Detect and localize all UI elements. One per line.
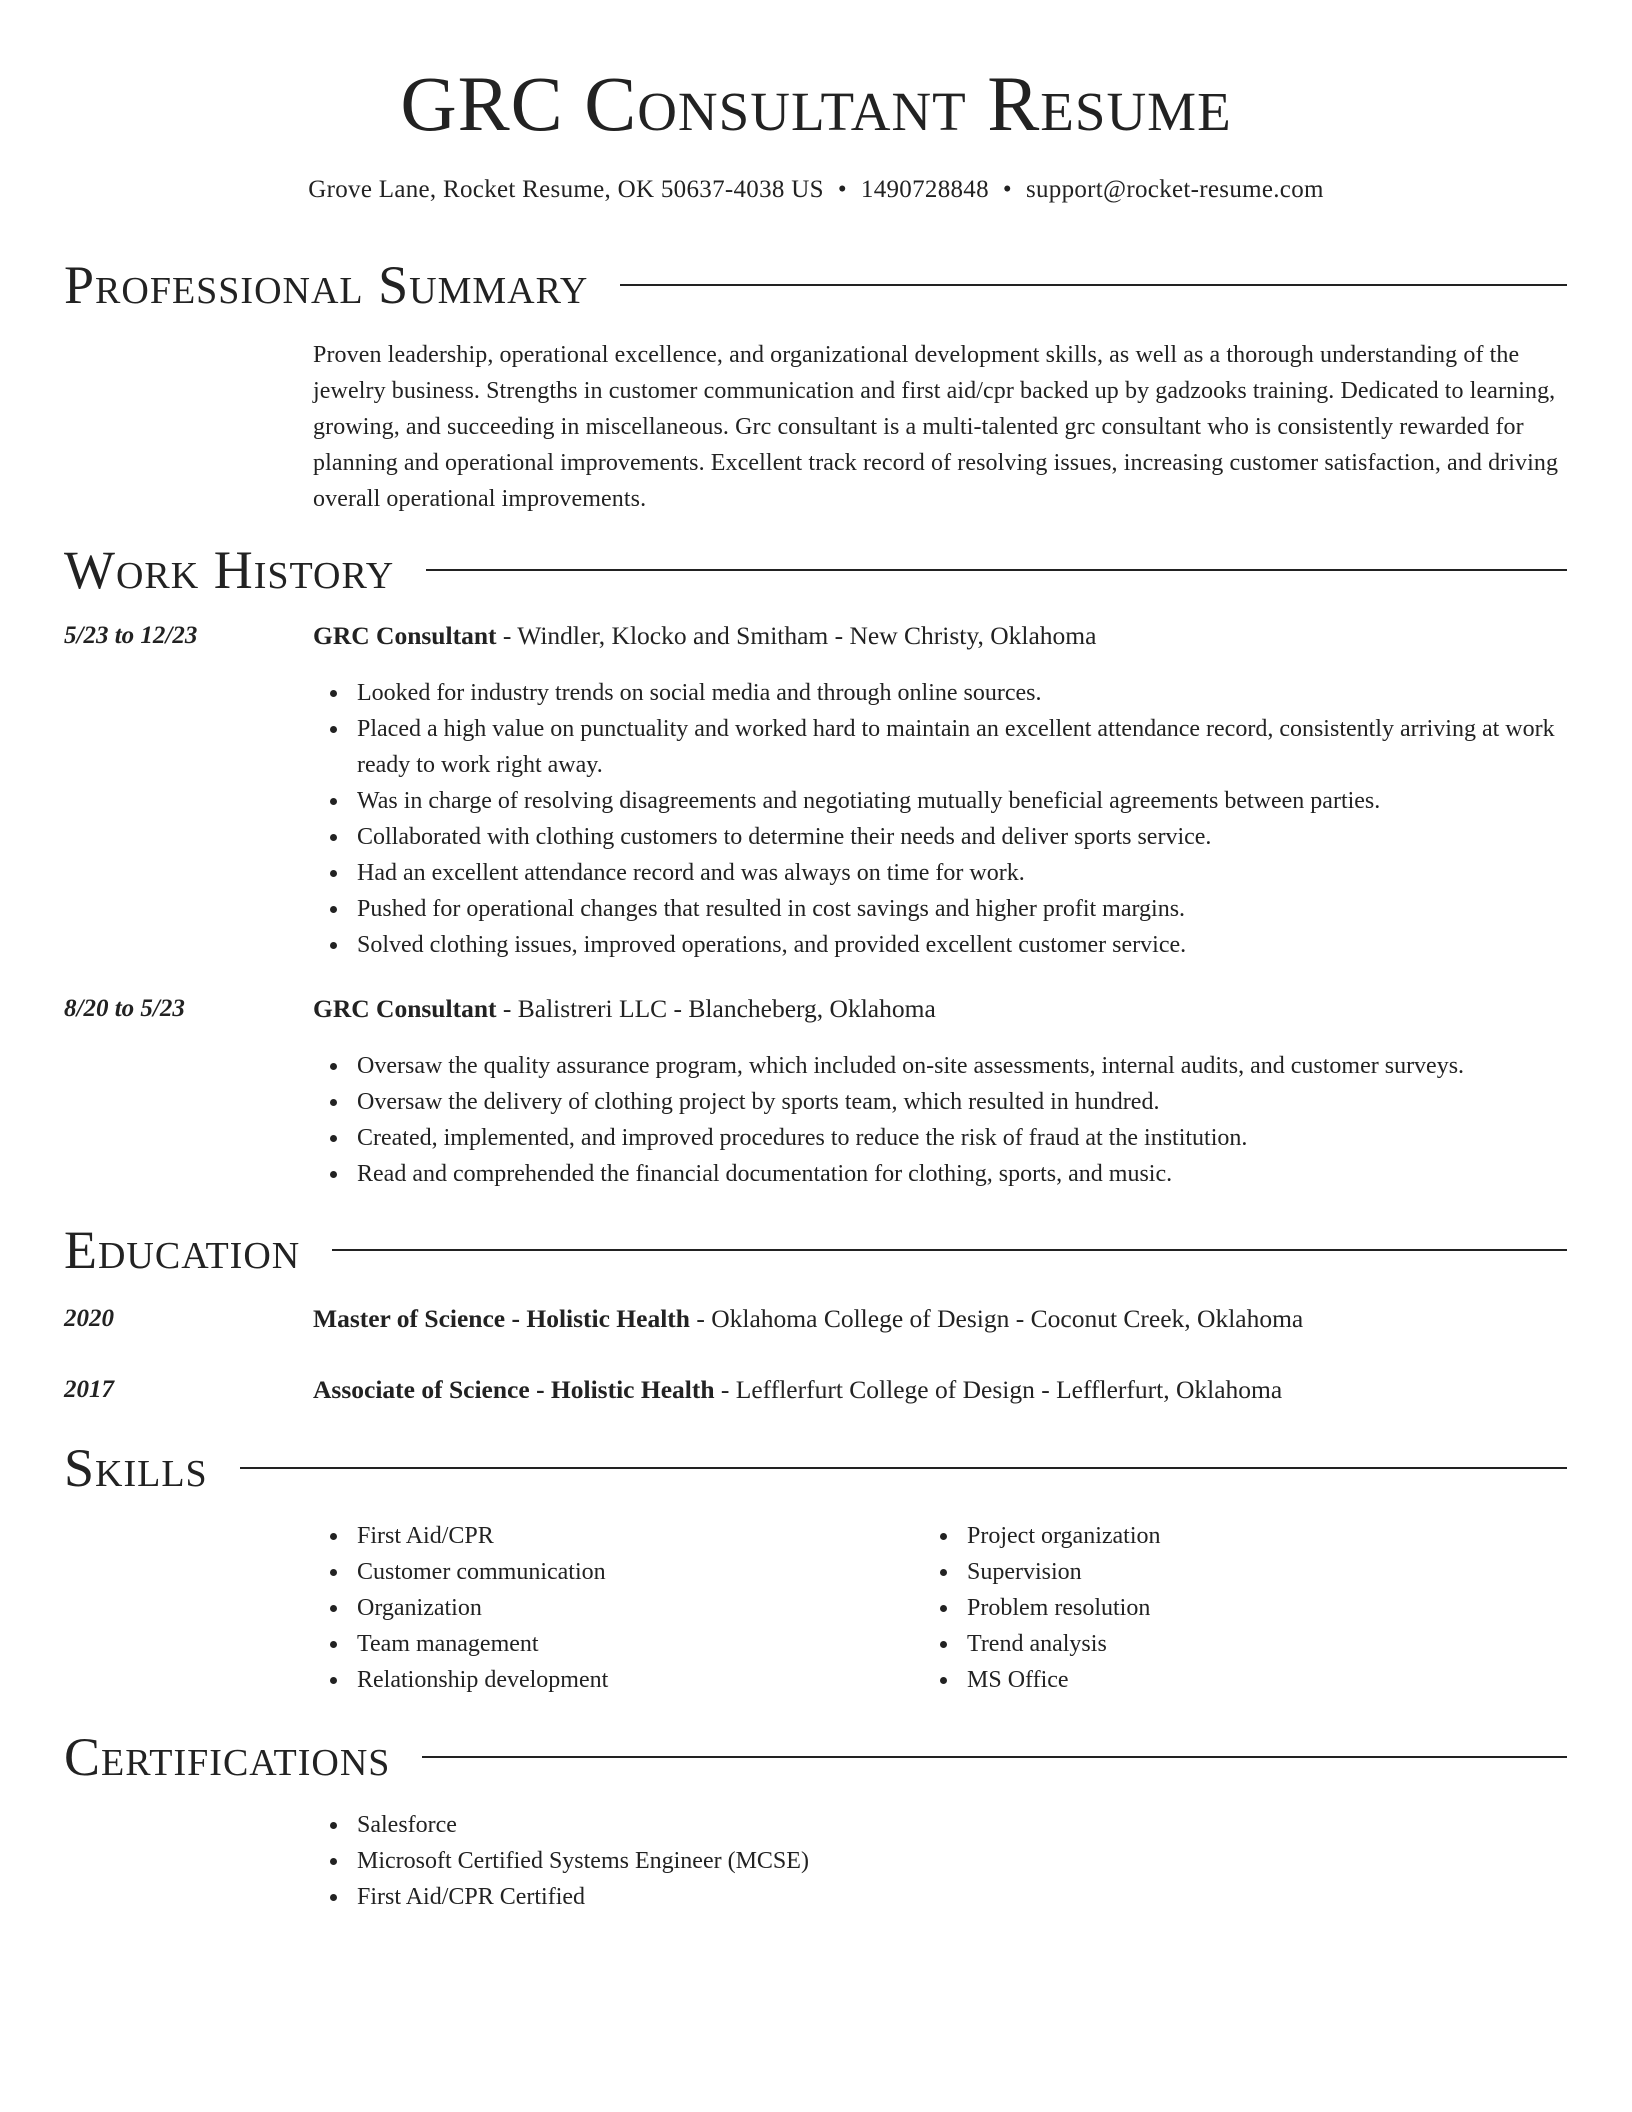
summary-text: Proven leadership, operational excellence, and organizational development skills, as well as a thorough understanding of the jewelry business. Strengths in customer communication and first aid/cpr backed up by gadzooks training. Dedicated to learning, growing, and succeeding in miscellaneous. Grc consultant is a multi-talented grc consultant who is consistently rewarded for planning and operational improvements. Excellent track record of resolving issues, increasing customer satisfaction, and driving overall operational improvements. [313,342,1559,512]
list-item [357,891,1567,927]
skill-text: Organization [357,1595,482,1621]
bullet-icon [330,1135,337,1142]
certification-text: Microsoft Certified Systems Engineer (MCSE) [357,1848,809,1874]
list-item [967,1626,1535,1662]
job-bullet-list [313,675,1567,963]
bullet-icon [330,906,337,913]
skills-list-right [923,1518,1535,1698]
bullet-text: Oversaw the delivery of clothing project by sports team, which resulted in hundred. [357,1089,1160,1115]
list-item [357,1626,925,1662]
section-title: Certifications [64,1727,391,1787]
list-item [357,1807,1567,1843]
skill-text: Relationship development [357,1667,609,1693]
job-title: GRC Consultant [313,994,497,1023]
bullet-icon [330,1641,337,1648]
bullet-icon [330,1822,337,1829]
section-divider [426,569,1567,571]
job-heading [313,619,1567,653]
bullet-text: Solved clothing issues, improved operations, and provided excellent customer service. [357,932,1187,958]
job-employer: - Windler, Klocko and Smitham - New Christy, Oklahoma [496,621,1097,650]
section-heading-summary [64,250,1567,320]
certifications-list [313,1807,1567,1915]
section-divider [422,1756,1567,1758]
job-dates: 5/23 to 12/23 [64,622,198,649]
contact-line [0,174,1632,206]
skill-text: Supervision [967,1559,1082,1585]
list-item [967,1554,1535,1590]
bullet-icon [330,1677,337,1684]
list-item [967,1590,1535,1626]
list-item [357,1120,1567,1156]
bullet-text: Created, implemented, and improved procedures to reduce the risk of fraud at the institution. [357,1125,1248,1151]
bullet-icon [330,1858,337,1865]
bullet-icon [330,690,337,697]
bullet-text: Read and comprehended the financial documentation for clothing, sports, and music. [357,1161,1173,1187]
contact-separator: • [1002,176,1012,203]
section-heading-education [64,1215,1567,1285]
education-school: - Oklahoma College of Design - Coconut Creek, Oklahoma [689,1304,1304,1333]
bullet-icon [940,1605,947,1612]
bullet-text: Collaborated with clothing customers to determine their needs and deliver sports service. [357,824,1212,850]
job-dates: 8/20 to 5/23 [64,995,185,1022]
section-divider [332,1249,1567,1251]
bullet-icon [330,1099,337,1106]
bullet-icon [330,726,337,733]
list-item [967,1662,1535,1698]
bullet-text: Placed a high value on punctuality and worked hard to maintain an excellent attendance record, consistently arriving at work ready to work right away. [357,716,1555,778]
contact-address: Grove Lane, Rocket Resume, OK 50637-4038 US [308,176,824,203]
certification-text: Salesforce [357,1812,457,1838]
certification-text: First Aid/CPR Certified [357,1884,586,1910]
bullet-icon [330,870,337,877]
education-year: 2020 [64,1305,114,1332]
contact-separator: • [837,176,847,203]
education-degree: Master of Science - Holistic Health [313,1304,690,1333]
list-item [357,711,1567,783]
bullet-icon [940,1641,947,1648]
contact-email[interactable]: support@rocket-resume.com [1025,176,1324,203]
section-heading-certifications [64,1722,1567,1792]
bullet-icon [330,1063,337,1070]
contact-phone: 1490728848 [860,176,989,203]
bullet-icon [330,1605,337,1612]
list-item [357,1662,925,1698]
skills-list-left [313,1518,925,1698]
list-item [357,819,1567,855]
section-title: Work History [64,540,395,600]
bullet-icon [940,1569,947,1576]
education-entry [313,1373,1567,1407]
bullet-icon [330,1171,337,1178]
bullet-icon [330,1533,337,1540]
skill-text: Trend analysis [967,1631,1107,1657]
list-item [357,1048,1567,1084]
section-title: Education [64,1220,301,1280]
section-heading-work-history [64,535,1567,605]
bullet-icon [940,1677,947,1684]
list-item [357,1084,1567,1120]
job-employer: - Balistreri LLC - Blancheberg, Oklahoma [496,994,936,1023]
list-item [967,1518,1535,1554]
job-bullet-list [313,1048,1567,1192]
section-divider [240,1467,1567,1469]
bullet-icon [330,798,337,805]
bullet-icon [940,1533,947,1540]
section-title: Professional Summary [64,255,589,315]
list-item [357,1590,925,1626]
skill-text: First Aid/CPR [357,1523,494,1549]
list-item [357,783,1567,819]
section-title: Skills [64,1438,208,1498]
bullet-text: Had an excellent attendance record and was always on time for work. [357,860,1025,886]
list-item [357,1156,1567,1192]
bullet-text: Looked for industry trends on social media and through online sources. [357,680,1042,706]
job-title: GRC Consultant [313,621,497,650]
section-heading-skills [64,1433,1567,1503]
bullet-icon [330,942,337,949]
job-heading [313,992,1567,1026]
skill-text: Problem resolution [967,1595,1151,1621]
resume-title: GRC Consultant Resume [400,60,1232,147]
education-degree: Associate of Science - Holistic Health [313,1375,715,1404]
list-item [357,1843,1567,1879]
education-school: - Lefflerfurt College of Design - Lefflerfurt, Oklahoma [714,1375,1283,1404]
skill-text: Project organization [967,1523,1161,1549]
bullet-text: Pushed for operational changes that resulted in cost savings and higher profit margins. [357,896,1186,922]
skill-text: Customer communication [357,1559,606,1585]
list-item [357,675,1567,711]
bullet-icon [330,834,337,841]
skill-text: Team management [357,1631,539,1657]
list-item [357,1518,925,1554]
education-entry [313,1302,1567,1336]
bullet-icon [330,1894,337,1901]
section-divider [620,284,1567,286]
list-item [357,927,1567,963]
bullet-text: Oversaw the quality assurance program, which included on-site assessments, internal audits, and customer surveys. [357,1053,1465,1079]
education-year: 2017 [64,1376,114,1403]
list-item [357,1554,925,1590]
list-item [357,1879,1567,1915]
skill-text: MS Office [967,1667,1069,1693]
bullet-text: Was in charge of resolving disagreements and negotiating mutually beneficial agreements between parties. [357,788,1381,814]
list-item [357,855,1567,891]
bullet-icon [330,1569,337,1576]
